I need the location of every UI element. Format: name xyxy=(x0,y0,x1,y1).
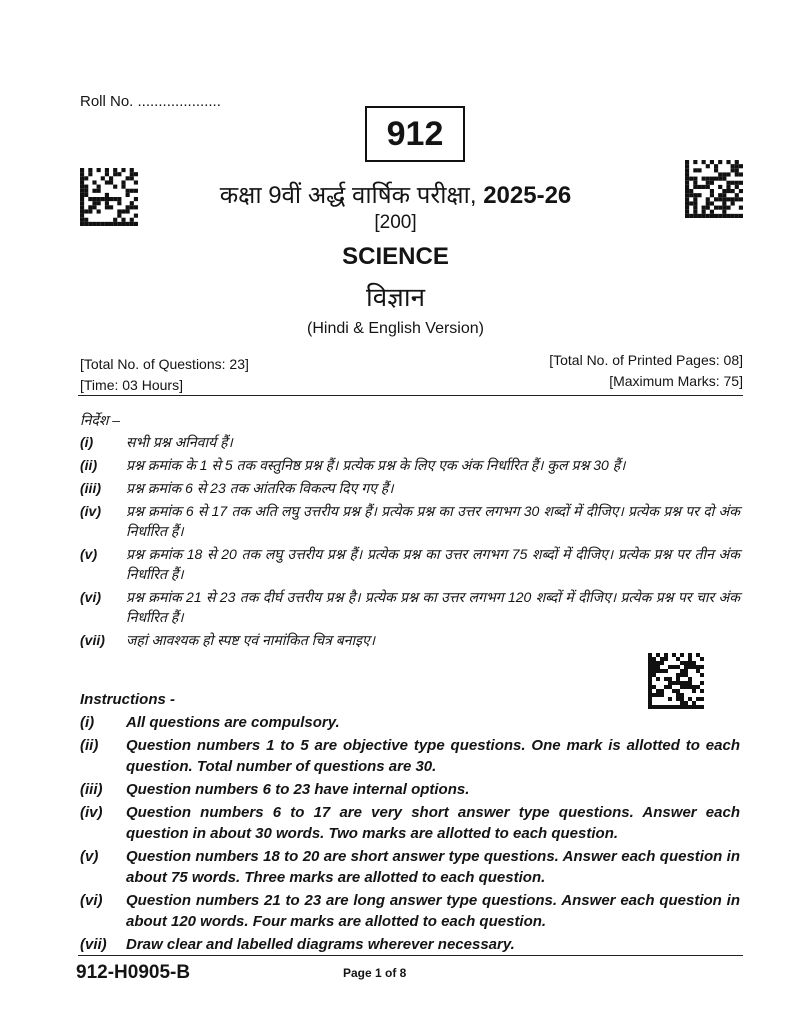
version-label: (Hindi & English Version) xyxy=(307,320,484,337)
english-instruction-item xyxy=(80,802,740,844)
instruction-number: (iii) xyxy=(80,781,103,798)
paper-code-box: 912 xyxy=(365,106,465,162)
instruction-text: Question numbers 1 to 5 are objective type questions. One mark is allotted to each question. Total number of questions are 30. xyxy=(126,737,740,775)
english-instruction-item xyxy=(80,890,740,932)
english-instruction-item xyxy=(80,712,740,733)
instruction-number: (vii) xyxy=(80,632,105,648)
instruction-number: (vi) xyxy=(80,589,101,605)
subject-code: [200] xyxy=(374,212,417,233)
instruction-text: Question numbers 6 to 23 have internal options. xyxy=(126,781,470,798)
instruction-number: (vii) xyxy=(80,936,107,953)
exam-title xyxy=(0,178,791,211)
exam-year: 2025-26 xyxy=(483,182,572,209)
instruction-number: (iv) xyxy=(80,503,101,519)
divider xyxy=(78,955,743,956)
instruction-number: (iv) xyxy=(80,804,103,821)
hindi-instruction-item xyxy=(80,587,740,627)
instruction-text: प्रश्न क्रमांक 21 से 23 तक दीर्घ उत्तरीय प्रश्न है। प्रत्येक प्रश्न का उत्तर लगभग 120 शब्दों में दीजिए। प्रत्येक प्रश्न पर चार अंक निर्धारित हैं। xyxy=(126,589,740,625)
english-instruction-item xyxy=(80,846,740,888)
maximum-marks: [Maximum Marks: 75] xyxy=(609,373,743,389)
instruction-text: प्रश्न क्रमांक 6 से 23 तक आंतरिक विकल्प दिए गए हैं। xyxy=(126,480,394,496)
instruction-text: All questions are compulsory. xyxy=(126,714,340,731)
paper-id: 912-H0905-B xyxy=(76,962,191,983)
hindi-instruction-item xyxy=(80,455,740,475)
instruction-number: (i) xyxy=(80,714,95,731)
instruction-number: (ii) xyxy=(80,737,99,754)
instruction-number: (i) xyxy=(80,434,94,450)
instruction-number: (vi) xyxy=(80,892,103,909)
hindi-instruction-item xyxy=(80,432,740,452)
divider xyxy=(78,395,743,396)
subject-hindi: विज्ञान xyxy=(365,282,426,312)
instruction-text: Draw clear and labelled diagrams wherever necessary. xyxy=(126,936,515,953)
instruction-text: जहां आवश्यक हो स्पष्ट एवं नामांकित चित्र बनाइए। xyxy=(126,632,376,648)
hindi-instruction-item xyxy=(80,544,740,584)
instruction-number: (ii) xyxy=(80,457,98,473)
hindi-instruction-item xyxy=(80,501,740,541)
instruction-text: प्रश्न क्रमांक के 1 से 5 तक वस्तुनिष्ठ प्रश्न हैं। प्रत्येक प्रश्न के लिए एक अंक निर्धारित हैं। कुल प्रश्न 30 हैं। xyxy=(126,457,626,473)
printed-pages: [Total No. of Printed Pages: 08] xyxy=(549,352,743,368)
english-instruction-item xyxy=(80,934,740,955)
instruction-text: Question numbers 18 to 20 are short answer type questions. Answer each question in about 75 words. Three marks are allotted to each question. xyxy=(126,848,740,886)
instruction-text: Question numbers 21 to 23 are long answer type questions. Answer each question in about 120 words. Four marks are allotted to each question. xyxy=(126,892,740,930)
english-instructions xyxy=(80,689,740,957)
instruction-number: (iii) xyxy=(80,480,101,496)
roll-number-field: Roll No. .................... xyxy=(80,93,221,110)
hindi-instructions-heading: निर्देश – xyxy=(80,412,121,428)
english-instructions-heading: Instructions - xyxy=(80,691,176,708)
instruction-text: Question numbers 6 to 17 are very short answer type questions. Answer each question in about 30 words. Two marks are allotted to each question. xyxy=(126,804,740,842)
time-allowed: [Time: 03 Hours] xyxy=(80,377,183,393)
english-instruction-item xyxy=(80,779,740,800)
hindi-instruction-item xyxy=(80,630,740,650)
subject-english: SCIENCE xyxy=(342,243,449,270)
english-instruction-item xyxy=(80,735,740,777)
instruction-number: (v) xyxy=(80,848,99,865)
instruction-text: सभी प्रश्न अनिवार्य हैं। xyxy=(126,434,233,450)
instruction-number: (v) xyxy=(80,546,98,562)
exam-title-hindi: कक्षा 9वीं अर्द्ध वार्षिक परीक्षा, xyxy=(219,182,477,209)
page-number: Page 1 of 8 xyxy=(343,966,407,980)
instruction-text: प्रश्न क्रमांक 6 से 17 तक अति लघु उत्तरीय प्रश्न हैं। प्रत्येक प्रश्न का उत्तर लगभग 30 शब्दों में दीजिए। प्रत्येक प्रश्न पर दो अंक निर्धारित हैं। xyxy=(126,503,740,539)
hindi-instructions xyxy=(80,410,740,653)
hindi-instruction-item xyxy=(80,478,740,498)
instruction-text: प्रश्न क्रमांक 18 से 20 तक लघु उत्तरीय प्रश्न हैं। प्रत्येक प्रश्न का उत्तर लगभग 75 शब्दों में दीजिए। प्रत्येक प्रश्न पर तीन अंक निर्धारित हैं। xyxy=(126,546,740,582)
total-questions: [Total No. of Questions: 23] xyxy=(80,356,249,372)
